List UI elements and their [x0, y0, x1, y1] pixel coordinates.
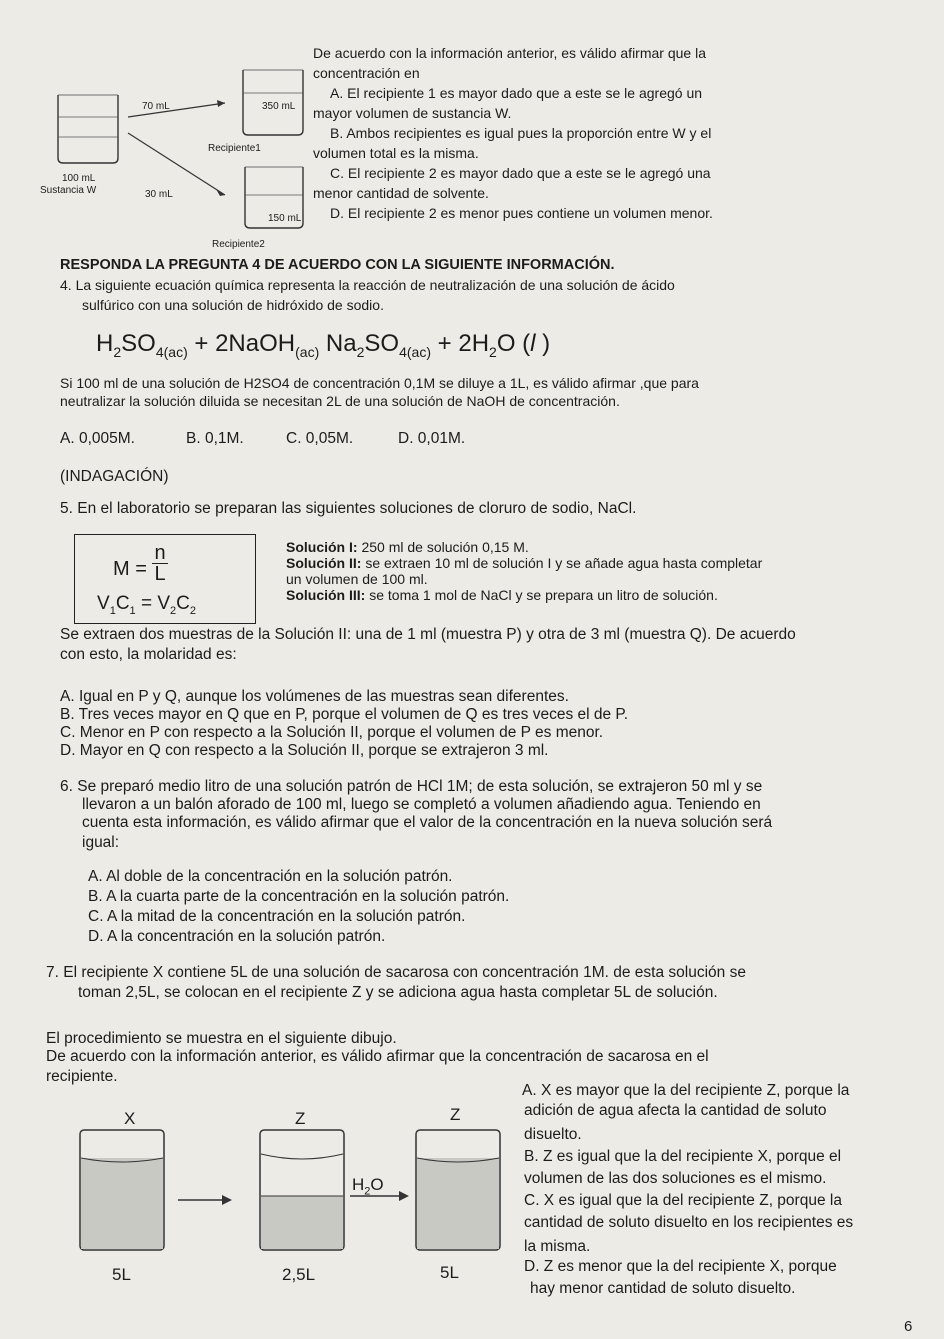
q6-option-d[interactable]: D. A la concentración en la solución patrón.: [88, 928, 386, 945]
label-30ml: 30 mL: [145, 189, 173, 200]
q7-option-a-line3[interactable]: disuelto.: [524, 1126, 582, 1143]
q4-option-a[interactable]: A. 0,005M.: [60, 430, 135, 447]
q7-text-line5: recipiente.: [46, 1068, 118, 1085]
q7-option-b-line1[interactable]: B. Z es igual que la del recipiente X, porque el: [524, 1148, 842, 1165]
q3-option-c-line1[interactable]: C. El recipiente 2 es mayor dado que a este se le agregó una: [330, 165, 711, 181]
label-z2: Z: [450, 1105, 461, 1124]
q7-option-c-line2[interactable]: cantidad de soluto disuelto en los recipientes es: [524, 1214, 854, 1231]
q3-option-b-line1[interactable]: B. Ambos recipientes es igual pues la proporción entre W y el: [330, 125, 712, 141]
q7-option-b-line2[interactable]: volumen de las dos soluciones es el mismo.: [524, 1170, 827, 1187]
q7-option-d-line2[interactable]: hay menor cantidad de soluto disuelto.: [530, 1280, 796, 1297]
q5-solution-2-line2: un volumen de 100 ml.: [286, 571, 428, 587]
q5-option-c[interactable]: C. Menor en P con respecto a la Solución II, porque el volumen de P es menor.: [60, 724, 604, 741]
q6-option-b[interactable]: B. A la cuarta parte de la concentración en la solución patrón.: [88, 888, 510, 905]
q5-solution-2: Solución II: se extraen 10 ml de solución I y se añade agua hasta completar: [286, 555, 763, 571]
label-100ml: 100 mL: [62, 173, 96, 184]
sustancia-w-beaker: [58, 95, 118, 163]
q7-text-line1: 7. El recipiente X contiene 5L de una solución de sacarosa con concentración 1M. de esta solución se: [46, 964, 746, 981]
q5-formula-box: [74, 534, 256, 624]
q7-option-c-line1[interactable]: C. X es igual que la del recipiente Z, porque la: [524, 1192, 842, 1209]
label-70ml: 70 mL: [142, 101, 170, 112]
dilution-formula: $V_1C_1 = V_2C_2$: [97, 593, 196, 617]
q5-solution-3: Solución III: se toma 1 mol de NaCl y se prepara un litro de solución.: [286, 587, 718, 603]
q4-chemical-equation: $H_2SO_{4(ac)}$ + 2NaOH$_{(ac)}$ $Na_2SO_{4(ac)} + 2H_2O$ (l ): [96, 330, 551, 360]
label-150ml: 150 mL: [268, 213, 302, 224]
indagacion-label: (INDAGACIÓN): [60, 468, 169, 485]
q5-option-a[interactable]: A. Igual en P y Q, aunque los volúmenes de las muestras sean diferentes.: [60, 688, 569, 705]
q6-text-line2: llevaron a un balón aforado de 100 ml, luego se completó a volumen añadiendo agua. Teniendo en: [82, 796, 761, 813]
q3-beaker-figure: [40, 55, 340, 265]
label-h2o: $H_2O$: [352, 1175, 384, 1198]
label-x: X: [124, 1109, 136, 1128]
q5-option-d[interactable]: D. Mayor en Q con respecto a la Solución II, porque se extrajeron 3 ml.: [60, 742, 549, 759]
label-vol-z1: 2,5L: [282, 1265, 316, 1284]
q5-text-line3: con esto, la molaridad es:: [60, 646, 237, 663]
q3-option-d[interactable]: D. El recipiente 2 es menor pues contiene un volumen menor.: [330, 205, 713, 221]
label-sustancia-w: Sustancia W: [40, 185, 97, 196]
molarity-formula: M = $\frac{n}{L}$: [113, 542, 166, 585]
q4-text-line3: Si 100 ml de una solución de H2SO4 de concentración 0,1M se diluye a 1L, es válido afirmar ,que para: [60, 375, 699, 391]
label-recipiente2: Recipiente2: [212, 239, 265, 250]
q7-option-c-line3[interactable]: la misma.: [524, 1238, 591, 1255]
label-350ml: 350 mL: [262, 101, 296, 112]
q3-option-b-line2[interactable]: volumen total es la misma.: [313, 145, 479, 161]
q3-intro-line2: concentración en: [313, 65, 420, 81]
q5-solution-1: Solución I: 250 ml de solución 0,15 M.: [286, 539, 529, 555]
q7-option-a-line1[interactable]: A. X es mayor que la del recipiente Z, porque la: [522, 1082, 850, 1099]
page-number: 6: [904, 1318, 913, 1335]
q5-text: 5. En el laboratorio se preparan las siguientes soluciones de cloruro de sodio, NaCl.: [60, 500, 637, 517]
q7-text-line2: toman 2,5L, se colocan en el recipiente Z y se adiciona agua hasta completar 5L de solución.: [78, 984, 718, 1001]
q6-option-c[interactable]: C. A la mitad de la concentración en la solución patrón.: [88, 908, 466, 925]
q3-option-a-line1[interactable]: A. El recipiente 1 es mayor dado que a este se le agregó un: [330, 85, 703, 101]
label-z1: Z: [295, 1109, 306, 1128]
q6-text-line3: cuenta esta información, es válido afirmar que el valor de la concentración en la nueva solución será: [82, 814, 773, 831]
q4-text-line2: sulfúrico con una solución de hidróxido de sodio.: [82, 297, 384, 313]
label-vol-x: 5L: [112, 1265, 131, 1284]
q4-text-line1: 4. La siguiente ecuación química representa la reacción de neutralización de una solución de ácido: [60, 277, 675, 293]
q7-container-figure: [60, 1100, 530, 1290]
q6-text-line4: igual:: [82, 834, 120, 851]
q3-option-a-line2[interactable]: mayor volumen de sustancia W.: [313, 105, 512, 121]
q7-text-line3: El procedimiento se muestra en el siguiente dibujo.: [46, 1030, 397, 1047]
q5-option-b[interactable]: B. Tres veces mayor en Q que en P, porque el volumen de Q es tres veces el de P.: [60, 706, 629, 723]
q5-text-line2: Se extraen dos muestras de la Solución II: una de 1 ml (muestra P) y otra de 3 ml (muestra Q). De acuerdo: [60, 626, 796, 643]
q4-option-b[interactable]: B. 0,1M.: [186, 430, 244, 447]
label-recipiente1: Recipiente1: [208, 143, 261, 154]
q7-option-d-line1[interactable]: D. Z es menor que la del recipiente X, porque: [524, 1258, 837, 1275]
q4-text-line4: neutralizar la solución diluida se necesitan 2L de una solución de NaOH de concentración.: [60, 393, 620, 409]
q4-option-c[interactable]: C. 0,05M.: [286, 430, 354, 447]
q3-option-c-line2[interactable]: menor cantidad de solvente.: [313, 185, 489, 201]
q3-intro-line1: De acuerdo con la información anterior, es válido afirmar que la: [313, 45, 706, 61]
q6-text-line1: 6. Se preparó medio litro de una solución patrón de HCl 1M; de esta solución, se extrajeron 50 ml y se: [60, 778, 763, 795]
label-vol-z2: 5L: [440, 1263, 459, 1282]
q4-option-d[interactable]: D. 0,01M.: [398, 430, 466, 447]
q6-option-a[interactable]: A. Al doble de la concentración en la solución patrón.: [88, 868, 453, 885]
section-header: RESPONDA LA PREGUNTA 4 DE ACUERDO CON LA SIGUIENTE INFORMACIÓN.: [60, 257, 615, 273]
q7-text-line4: De acuerdo con la información anterior, es válido afirmar que la concentración de sacarosa en el: [46, 1048, 709, 1065]
q7-option-a-line2[interactable]: adición de agua afecta la cantidad de soluto: [524, 1102, 827, 1119]
